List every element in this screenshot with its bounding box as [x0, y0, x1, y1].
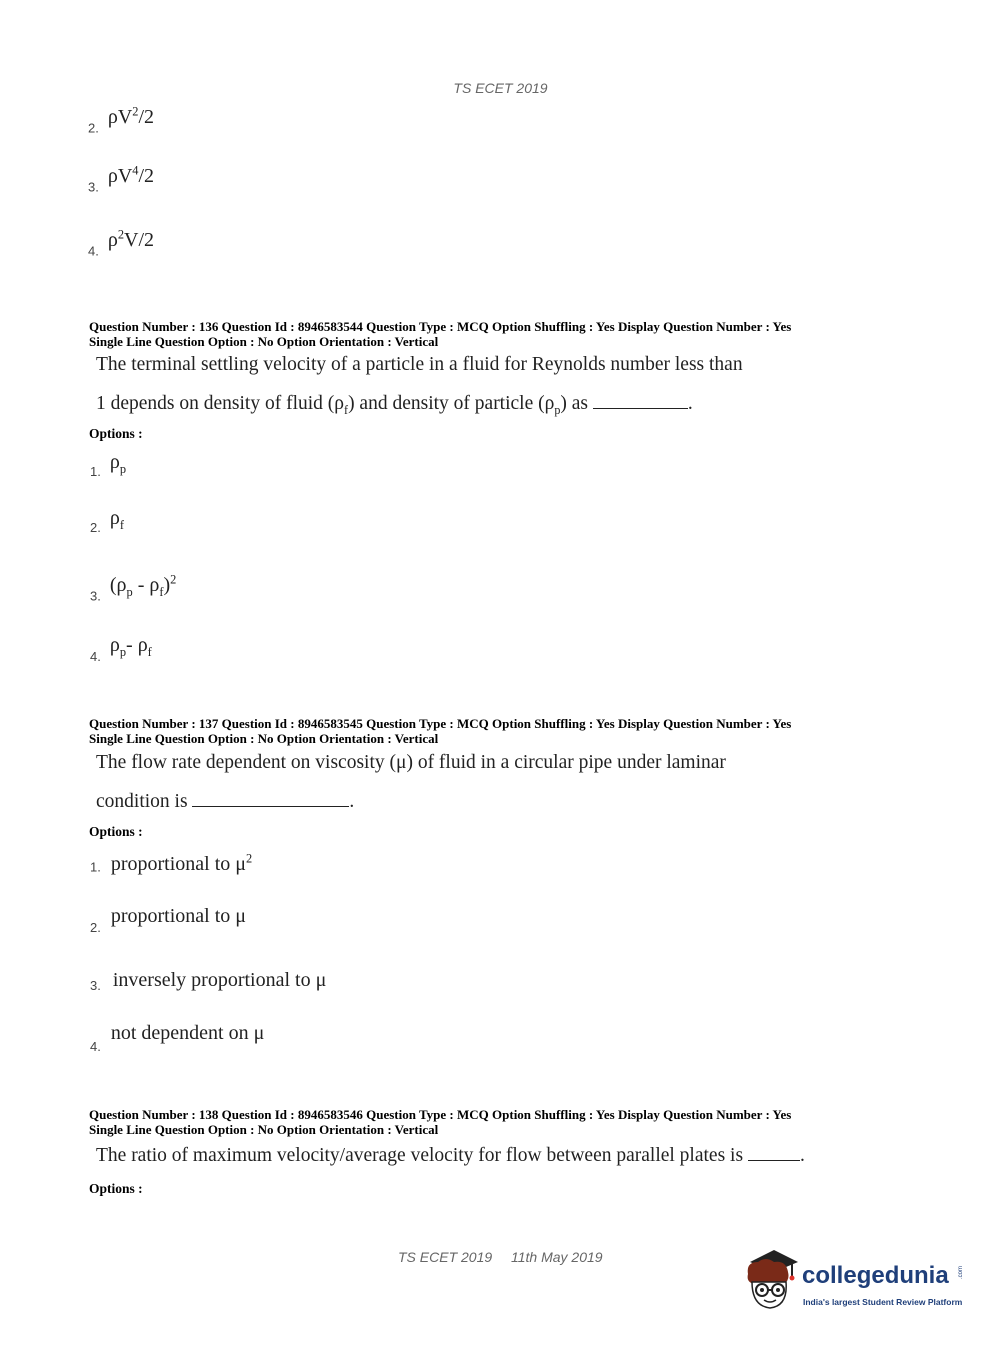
option-text: $\rho_p-$ $\rho_f$	[109, 634, 152, 659]
question-meta: Question Number : 138 Question Id : 8946583546 Question Type : MCQ Option Shuffling : Yes Display Question Number : Yes	[89, 1107, 792, 1122]
mascot-icon	[740, 1248, 802, 1314]
option-text: $\rho V^2/2$	[107, 104, 155, 128]
option-1: 1. proportional to $\mu^2$	[90, 851, 253, 875]
answer-blank	[593, 392, 688, 409]
options-label: Options :	[89, 426, 143, 441]
question-text: 1 depends on density of fluid $(\rho_f)$ and density of particle $(\rho_p)$ as .	[96, 393, 693, 417]
question-meta: Question Number : 137 Question Id : 8946583545 Question Type : MCQ Option Shuffling : Yes Display Question Number : Yes	[89, 716, 792, 731]
logo-com: .com	[958, 1266, 964, 1280]
option-text: proportional to μ	[110, 905, 246, 927]
options-label: Options :	[89, 824, 143, 839]
answer-blank	[192, 790, 349, 807]
option-text: $\rho V^4/2$	[107, 163, 155, 187]
option-text: $\rho^2V/2$	[107, 227, 155, 251]
option-item: 2. $\rho V^2/2$	[88, 104, 155, 136]
option-text: $\rho_f$	[109, 507, 124, 532]
option-text: proportional to $\mu^2$	[110, 851, 253, 875]
question-text: condition is .	[96, 791, 355, 812]
footer-exam: TS ECET 2019	[398, 1249, 493, 1265]
collegedunia-logo	[740, 1248, 970, 1318]
option-4: 4. not dependent on μ	[90, 1022, 265, 1054]
option-text: inversely proportional to μ	[112, 969, 327, 991]
option-item: 4. $\rho^2V/2$	[88, 227, 155, 259]
question-meta: Single Line Question Option : No Option Orientation : Vertical	[89, 731, 439, 746]
option-3: 3. inversely proportional to μ	[90, 969, 327, 993]
options-label: Options :	[89, 1181, 143, 1196]
option-4: 4. $\rho_p-$ $\rho_f$	[90, 634, 152, 664]
option-2: 2. proportional to μ	[90, 905, 246, 935]
option-text: $\rho_p$	[109, 451, 127, 476]
question-text: The terminal settling velocity of a particle in a fluid for Reynolds number less than	[96, 354, 743, 375]
page-header: TS ECET 2019	[453, 80, 548, 96]
logo-tagline: India's largest Student Review Platform	[803, 1297, 963, 1307]
logo-name: collegedunia	[802, 1262, 949, 1289]
question-meta: Question Number : 136 Question Id : 8946583544 Question Type : MCQ Option Shuffling : Yes Display Question Number : Yes	[89, 319, 792, 334]
question-meta: Single Line Question Option : No Option Orientation : Vertical	[89, 1122, 439, 1137]
option-3: 3. $(\rho_p - \rho_f)^2$	[90, 572, 177, 604]
question-text: The ratio of maximum velocity/average velocity for flow between parallel plates is .	[96, 1145, 805, 1166]
footer-date: 11th May 2019	[511, 1249, 603, 1265]
option-1: 1. $\rho_p$	[90, 451, 127, 479]
option-2: 2. $\rho_f$	[90, 507, 124, 535]
answer-blank	[748, 1144, 800, 1161]
question-meta: Single Line Question Option : No Option Orientation : Vertical	[89, 334, 439, 349]
option-text: $(\rho_p - \rho_f)^2$	[109, 572, 177, 599]
option-text: not dependent on μ	[110, 1022, 265, 1044]
question-text: The flow rate dependent on viscosity (μ) of fluid in a circular pipe under laminar	[96, 752, 726, 773]
option-item: 3. $\rho V^4/2$	[88, 163, 155, 195]
